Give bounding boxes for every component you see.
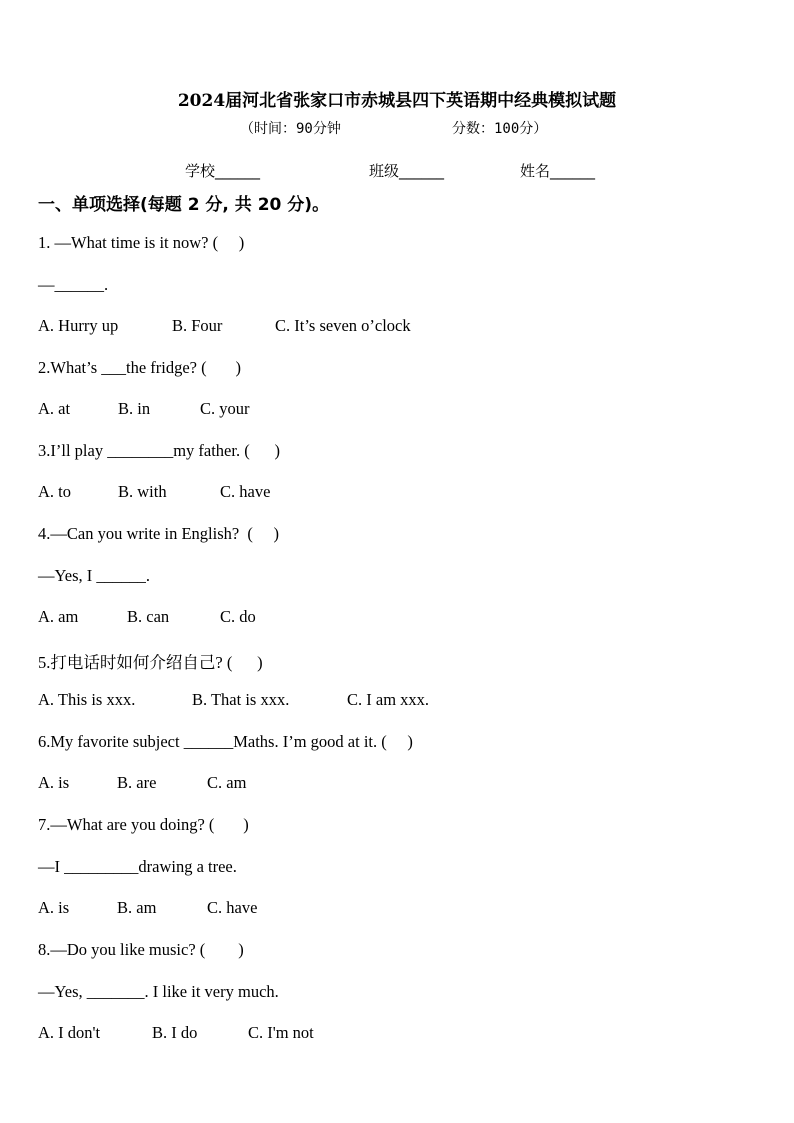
question-4-option-c: C. do <box>220 607 256 626</box>
question-1-option-b: B. Four <box>172 316 223 335</box>
question-2-stem: 2.What’s ___the fridge? ( ) <box>38 358 241 377</box>
name-field: 姓名______ <box>520 162 596 180</box>
question-7-option-c: C. have <box>207 898 258 917</box>
question-5-stem: 5.打电话时如何介绍自己? ( ) <box>38 653 263 672</box>
question-5-option-a: A. This is xxx. <box>38 690 136 709</box>
question-4-stem: 4.—Can you write in English? ( ) <box>38 524 280 543</box>
question-3-option-b: B. with <box>118 482 167 501</box>
question-1-option-a: A. Hurry up <box>38 316 119 335</box>
question-2-option-b: B. in <box>118 399 151 418</box>
exam-score: 分数：100分） <box>452 121 548 137</box>
exam-title: 2024届河北省张家口市赤城县四下英语期中经典模拟试题 <box>177 91 617 111</box>
question-6-option-a: A. is <box>38 773 70 792</box>
question-4-option-a: A. am <box>38 607 79 626</box>
question-1-stem: 1. —What time is it now? ( ) <box>38 233 245 252</box>
question-8-answer-line: —Yes, _______. I like it very much. <box>38 982 279 1001</box>
question-7-stem: 7.—What are you doing? ( ) <box>38 815 249 834</box>
question-2-option-c: C. your <box>200 399 250 418</box>
question-6-option-c: C. am <box>207 773 247 792</box>
question-4-option-b: B. can <box>127 607 170 626</box>
question-7-option-b: B. am <box>117 898 157 917</box>
class-field: 班级______ <box>369 162 445 180</box>
question-6-option-b: B. are <box>117 773 157 792</box>
exam-time: （时间：90分钟 <box>240 121 341 137</box>
question-4-answer-line: —Yes, I ______. <box>38 566 151 585</box>
section-title: 一、单项选择(每题 2 分, 共 20 分)。 <box>38 195 330 215</box>
question-1-option-c: C. It’s seven o’clock <box>275 316 411 335</box>
question-3-option-c: C. have <box>220 482 271 501</box>
question-8-option-a: A. I don't <box>38 1023 101 1042</box>
question-3-stem: 3.I’ll play ________my father. ( ) <box>38 441 280 460</box>
school-field: 学校______ <box>185 162 261 180</box>
question-7-answer-line: —I _________drawing a tree. <box>38 857 237 876</box>
question-5-option-b: B. That is xxx. <box>192 690 290 709</box>
question-2-option-a: A. at <box>38 399 71 418</box>
question-5-option-c: C. I am xxx. <box>347 690 430 709</box>
question-8-option-c: C. I'm not <box>248 1023 314 1042</box>
question-8-stem: 8.—Do you like music? ( ) <box>38 940 244 959</box>
question-6-stem: 6.My favorite subject ______Maths. I’m good at it. ( ) <box>38 732 413 751</box>
question-3-option-a: A. to <box>38 482 71 501</box>
question-8-option-b: B. I do <box>152 1023 198 1042</box>
question-1-answer-line: —______. <box>38 275 109 294</box>
question-7-option-a: A. is <box>38 898 70 917</box>
